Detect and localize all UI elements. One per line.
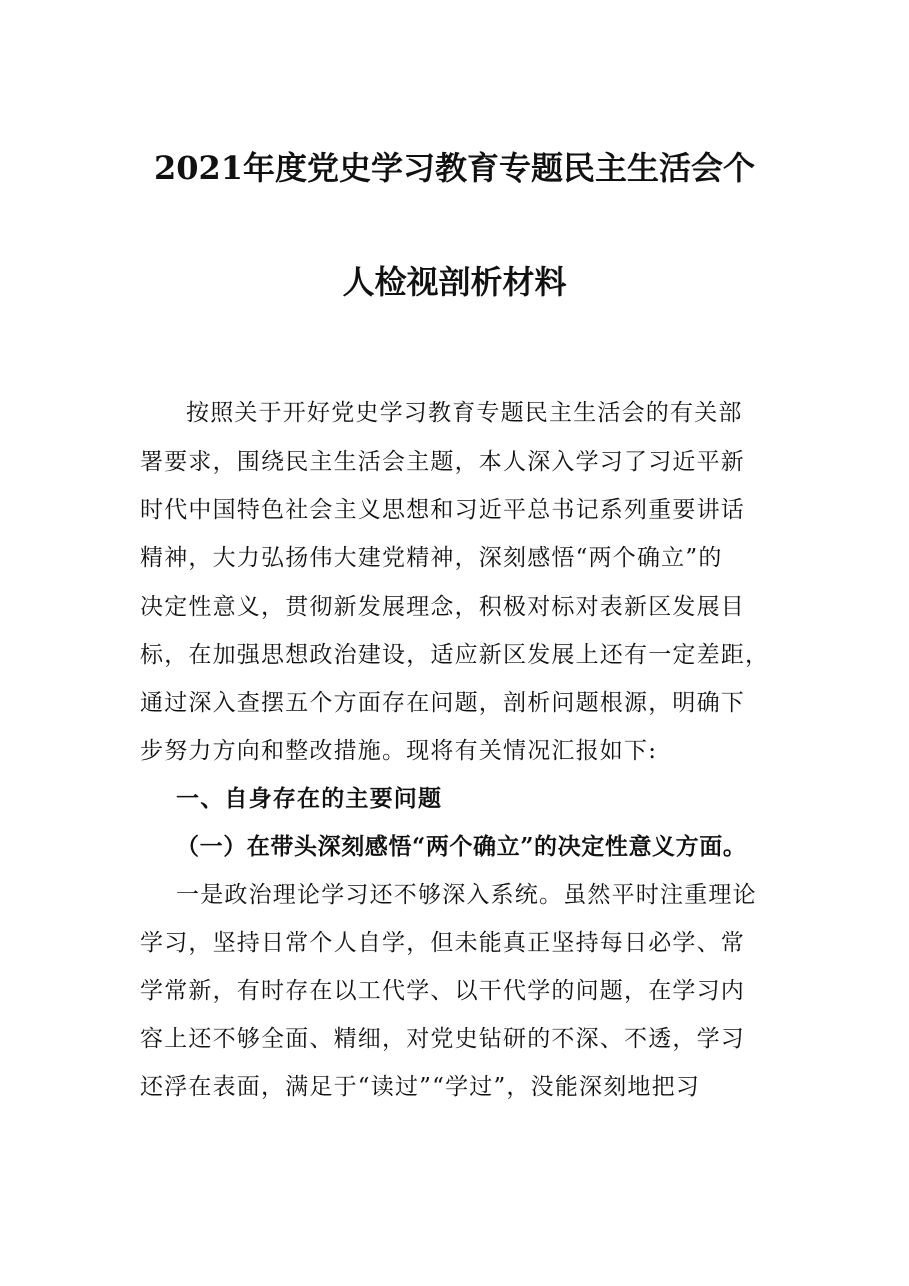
paragraph-1-line-4: 精神，大力弘扬伟大建党精神，深刻感悟“两个确立”的 xyxy=(140,545,723,571)
paragraph-1-line-7: 通过深入查摆五个方面存在问题，剖析问题根源，明确下 xyxy=(140,690,745,716)
paragraph-2-line-2: 学习，坚持日常个人自学，但未能真正坚持每日必学、常 xyxy=(140,930,745,956)
document-title-line-1: 2021年度党史学习教育专题民主生活会个 xyxy=(153,149,756,187)
paragraph-2-line-3: 学常新，有时存在以工代学、以干代学的问题，在学习内 xyxy=(140,978,745,1004)
paragraph-2-line-1: 一是政治理论学习还不够深入系统。虽然平时注重理论 xyxy=(176,882,757,908)
paragraph-1-line-3: 时代中国特色社会主义思想和习近平总书记系列重要讲话 xyxy=(140,497,745,523)
paragraph-1-line-6: 标，在加强思想政治建设，适应新区发展上还有一定差距， xyxy=(140,642,770,668)
paragraph-1-line-8: 步努力方向和整改措施。现将有关情况汇报如下: xyxy=(140,738,658,764)
section-heading-1: 一、自身存在的主要问题 xyxy=(176,785,443,812)
section-heading-2: （一）在带头深刻感悟“两个确立”的决定性意义方面。 xyxy=(176,833,747,860)
paragraph-1-line-5: 决定性意义，贯彻新发展理念，积极对标对表新区发展目 xyxy=(140,594,745,620)
paragraph-1-line-1: 按照关于开好党史学习教育专题民主生活会的有关部 xyxy=(186,400,743,426)
document-title-line-2: 人检视剖析材料 xyxy=(342,263,567,301)
paragraph-1-line-2: 署要求，围绕民主生活会主题，本人深入学习了习近平新 xyxy=(140,449,745,475)
paragraph-2-line-5: 还浮在表面，满足于“读过”“学过”，没能深刻地把习 xyxy=(140,1074,701,1100)
paragraph-2-line-4: 容上还不够全面、精细，对党史钻研的不深、不透，学习 xyxy=(140,1026,745,1052)
